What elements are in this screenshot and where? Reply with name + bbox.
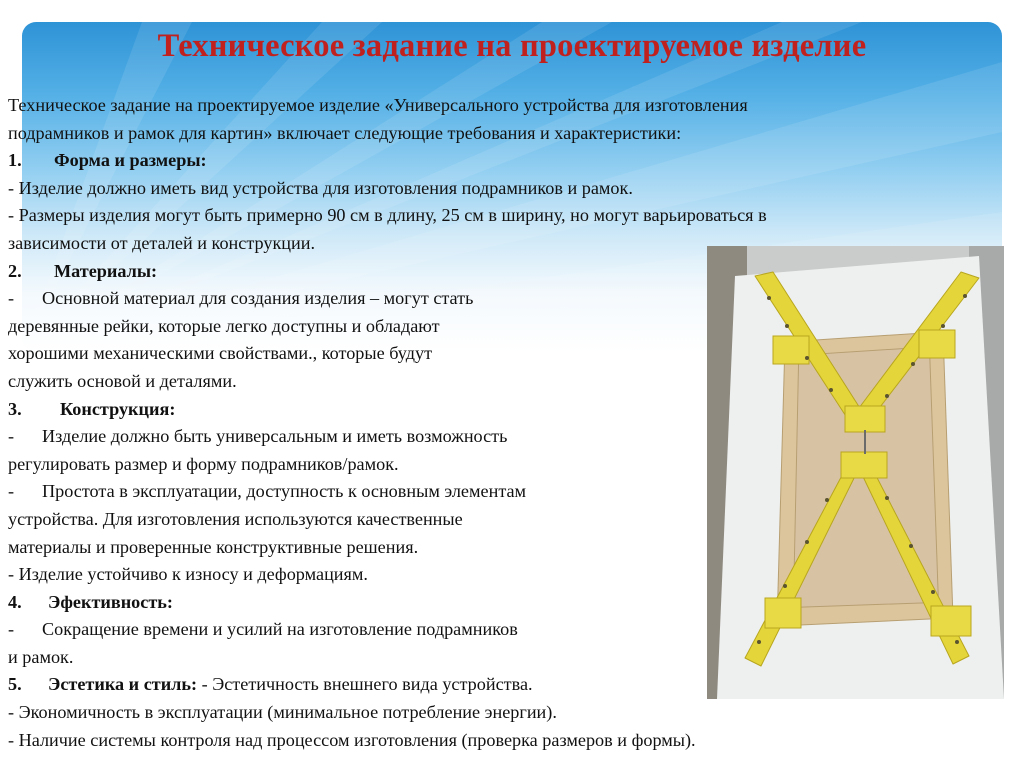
bullet-dash: - — [8, 619, 15, 640]
section-1-line-2: - Размеры изделия могут быть примерно 90 см в длину, 25 см в ширину, но могут варьироваться в — [8, 205, 767, 226]
section-3-line-2: регулировать размер и форму подрамников/рамок. — [8, 453, 399, 474]
section-5-line-2: - Наличие системы контроля над процессом изготовления (проверка размеров и формы). — [8, 729, 696, 750]
device-photo — [707, 246, 1004, 699]
section-number: 1. — [8, 150, 22, 171]
section-number: 5. — [8, 674, 22, 695]
section-2-line-3: хорошими механическими свойствами., которые будут — [8, 343, 433, 364]
section-1-heading — [8, 147, 998, 175]
bullet-text: Основной материал для создания изделия – могут стать — [42, 288, 474, 309]
section-1-line-1: - Изделие должно иметь вид устройства для изготовления подрамников и рамок. — [8, 177, 633, 198]
bullet-text: Простота в эксплуатации, доступность к основным элементам — [42, 481, 527, 502]
section-title: Материалы: — [54, 260, 158, 281]
section-3-line-6: - Изделие устойчиво к износу и деформациям. — [8, 564, 368, 585]
bullet-text: Изделие должно быть универсальным и иметь возможность — [42, 426, 508, 447]
section-2-line-2: деревянные рейки, которые легко доступны и обладают — [8, 315, 440, 336]
intro-line-2: подрамников и рамок для картин» включает следующие требования и характеристики: — [8, 122, 682, 143]
section-number: 3. — [8, 398, 22, 419]
section-title: Форма и размеры: — [54, 150, 207, 171]
section-5-inline-text: - Эстетичность внешнего вида устройства. — [197, 674, 533, 695]
slide-title: Техническое задание на проектируемое изделие — [157, 28, 867, 64]
bullet-text: Сокращение времени и усилий на изготовление подрамников — [42, 619, 518, 640]
bullet-dash: - — [8, 481, 15, 502]
section-2-line-4: служить основой и деталями. — [8, 370, 237, 391]
section-3-line-5: материалы и проверенные конструктивные решения. — [8, 536, 419, 557]
section-title: Эстетика и стиль: — [48, 674, 198, 695]
intro-line-1: Техническое задание на проектируемое изделие «Универсального устройства для изготовления — [8, 95, 748, 115]
section-number: 2. — [8, 260, 22, 281]
section-title: Конструкция: — [60, 398, 176, 419]
section-title: Эфективность: — [48, 591, 173, 612]
bullet-dash: - — [8, 288, 15, 309]
frame-making-device-illustration — [707, 246, 1004, 699]
section-5-line-1: - Экономичность в эксплуатации (минимальное потребление энергии). — [8, 702, 557, 723]
bullet-dash: - — [8, 426, 15, 447]
section-4-line-2: и рамок. — [8, 646, 74, 667]
section-1-line-3: зависимости от деталей и конструкции. — [8, 232, 316, 253]
section-3-line-4: устройства. Для изготовления используются качественные — [8, 508, 463, 529]
section-number: 4. — [8, 591, 22, 612]
